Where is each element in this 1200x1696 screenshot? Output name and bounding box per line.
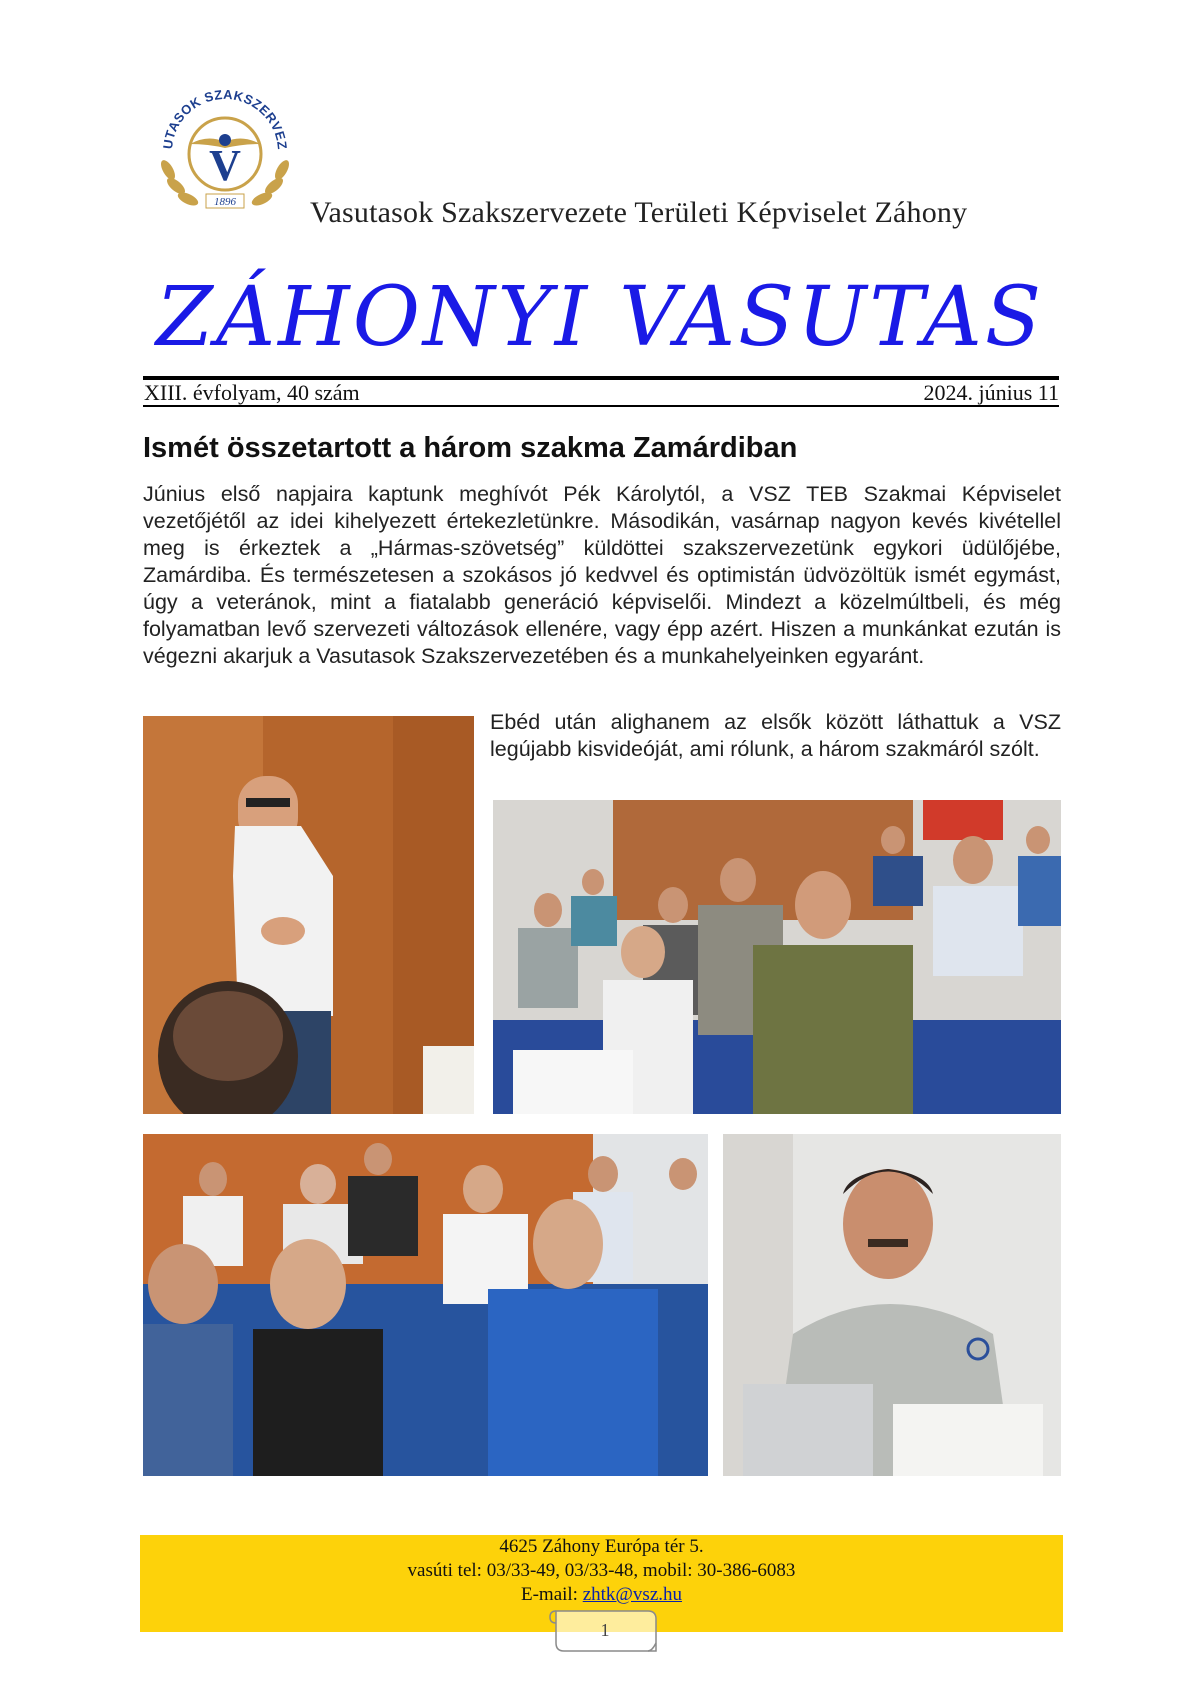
organization-title: Vasutasok Szakszervezete Területi Képviselet Záhony [310, 196, 968, 229]
masthead-bottom-rule [143, 405, 1059, 407]
article-paragraph-2: Ebéd után alighanem az elsők között láthattuk a VSZ legújabb kisvideóját, ami rólunk, a három szakmáról szólt. [490, 710, 1061, 761]
union-emblem-icon [150, 74, 300, 224]
svg-text:VASUTASOK SZAKSZERVEZETE: UTASOK SZAKSZERVEZ [159, 86, 291, 151]
issue-number: XIII. évfolyam, 40 szám [144, 380, 360, 405]
footer-email-label: E-mail: [520, 1584, 583, 1605]
footer-phones: vasúti tel: 03/33-49, 03/33-48, mobil: 30-386-6083 [407, 1560, 796, 1581]
issue-date: 2024. június 11 [923, 380, 1059, 405]
photo-audience-1 [493, 800, 1061, 1114]
photo-speaker [143, 716, 474, 1114]
page-number: 1 [600, 1620, 610, 1640]
article-paragraph-1: Június első napjaira kaptunk meghívót Pék Károlytól, a VSZ TEB Szakmai Képviselet vezetőjétől az idei kihelyezett értekezletünkre. Másodikán, vasárnap nagyon kevés kivétellel meg is érkeztek a „Hármas-szövetség” küldöttei szakszervezetünk egykori üdülőjébe, Zamárdiba. És természetesen a szokásos jó kedvvel és optimistán üdvözöltük ismét egymást, úgy a veteránok, mint a fiatalabb generáció képviselői. Mindezt a közelmúltbeli, és még folyamatban levő szervezeti változások ellenére, vagy épp azért. Hiszen a munkánkat ezután is végezni akarjuk a Vasutasok Szakszervezetében és a munkahelyeinken egyaránt. [143, 482, 1061, 668]
email-link[interactable]: zhtk@vsz.hu [582, 1584, 683, 1605]
masthead-title: ZÁHONYI VASUTAS [155, 270, 1045, 365]
photo-audience-2 [143, 1134, 708, 1476]
photo-speaker-2 [723, 1134, 1061, 1476]
footer-address: 4625 Záhony Európa tér 5. [499, 1536, 704, 1557]
article-headline: Ismét összetartott a három szakma Zamárdiban [143, 432, 798, 464]
svg-text:1896: 1896 [214, 196, 236, 208]
union-logo [150, 74, 300, 224]
svg-text:V: V [209, 141, 241, 190]
